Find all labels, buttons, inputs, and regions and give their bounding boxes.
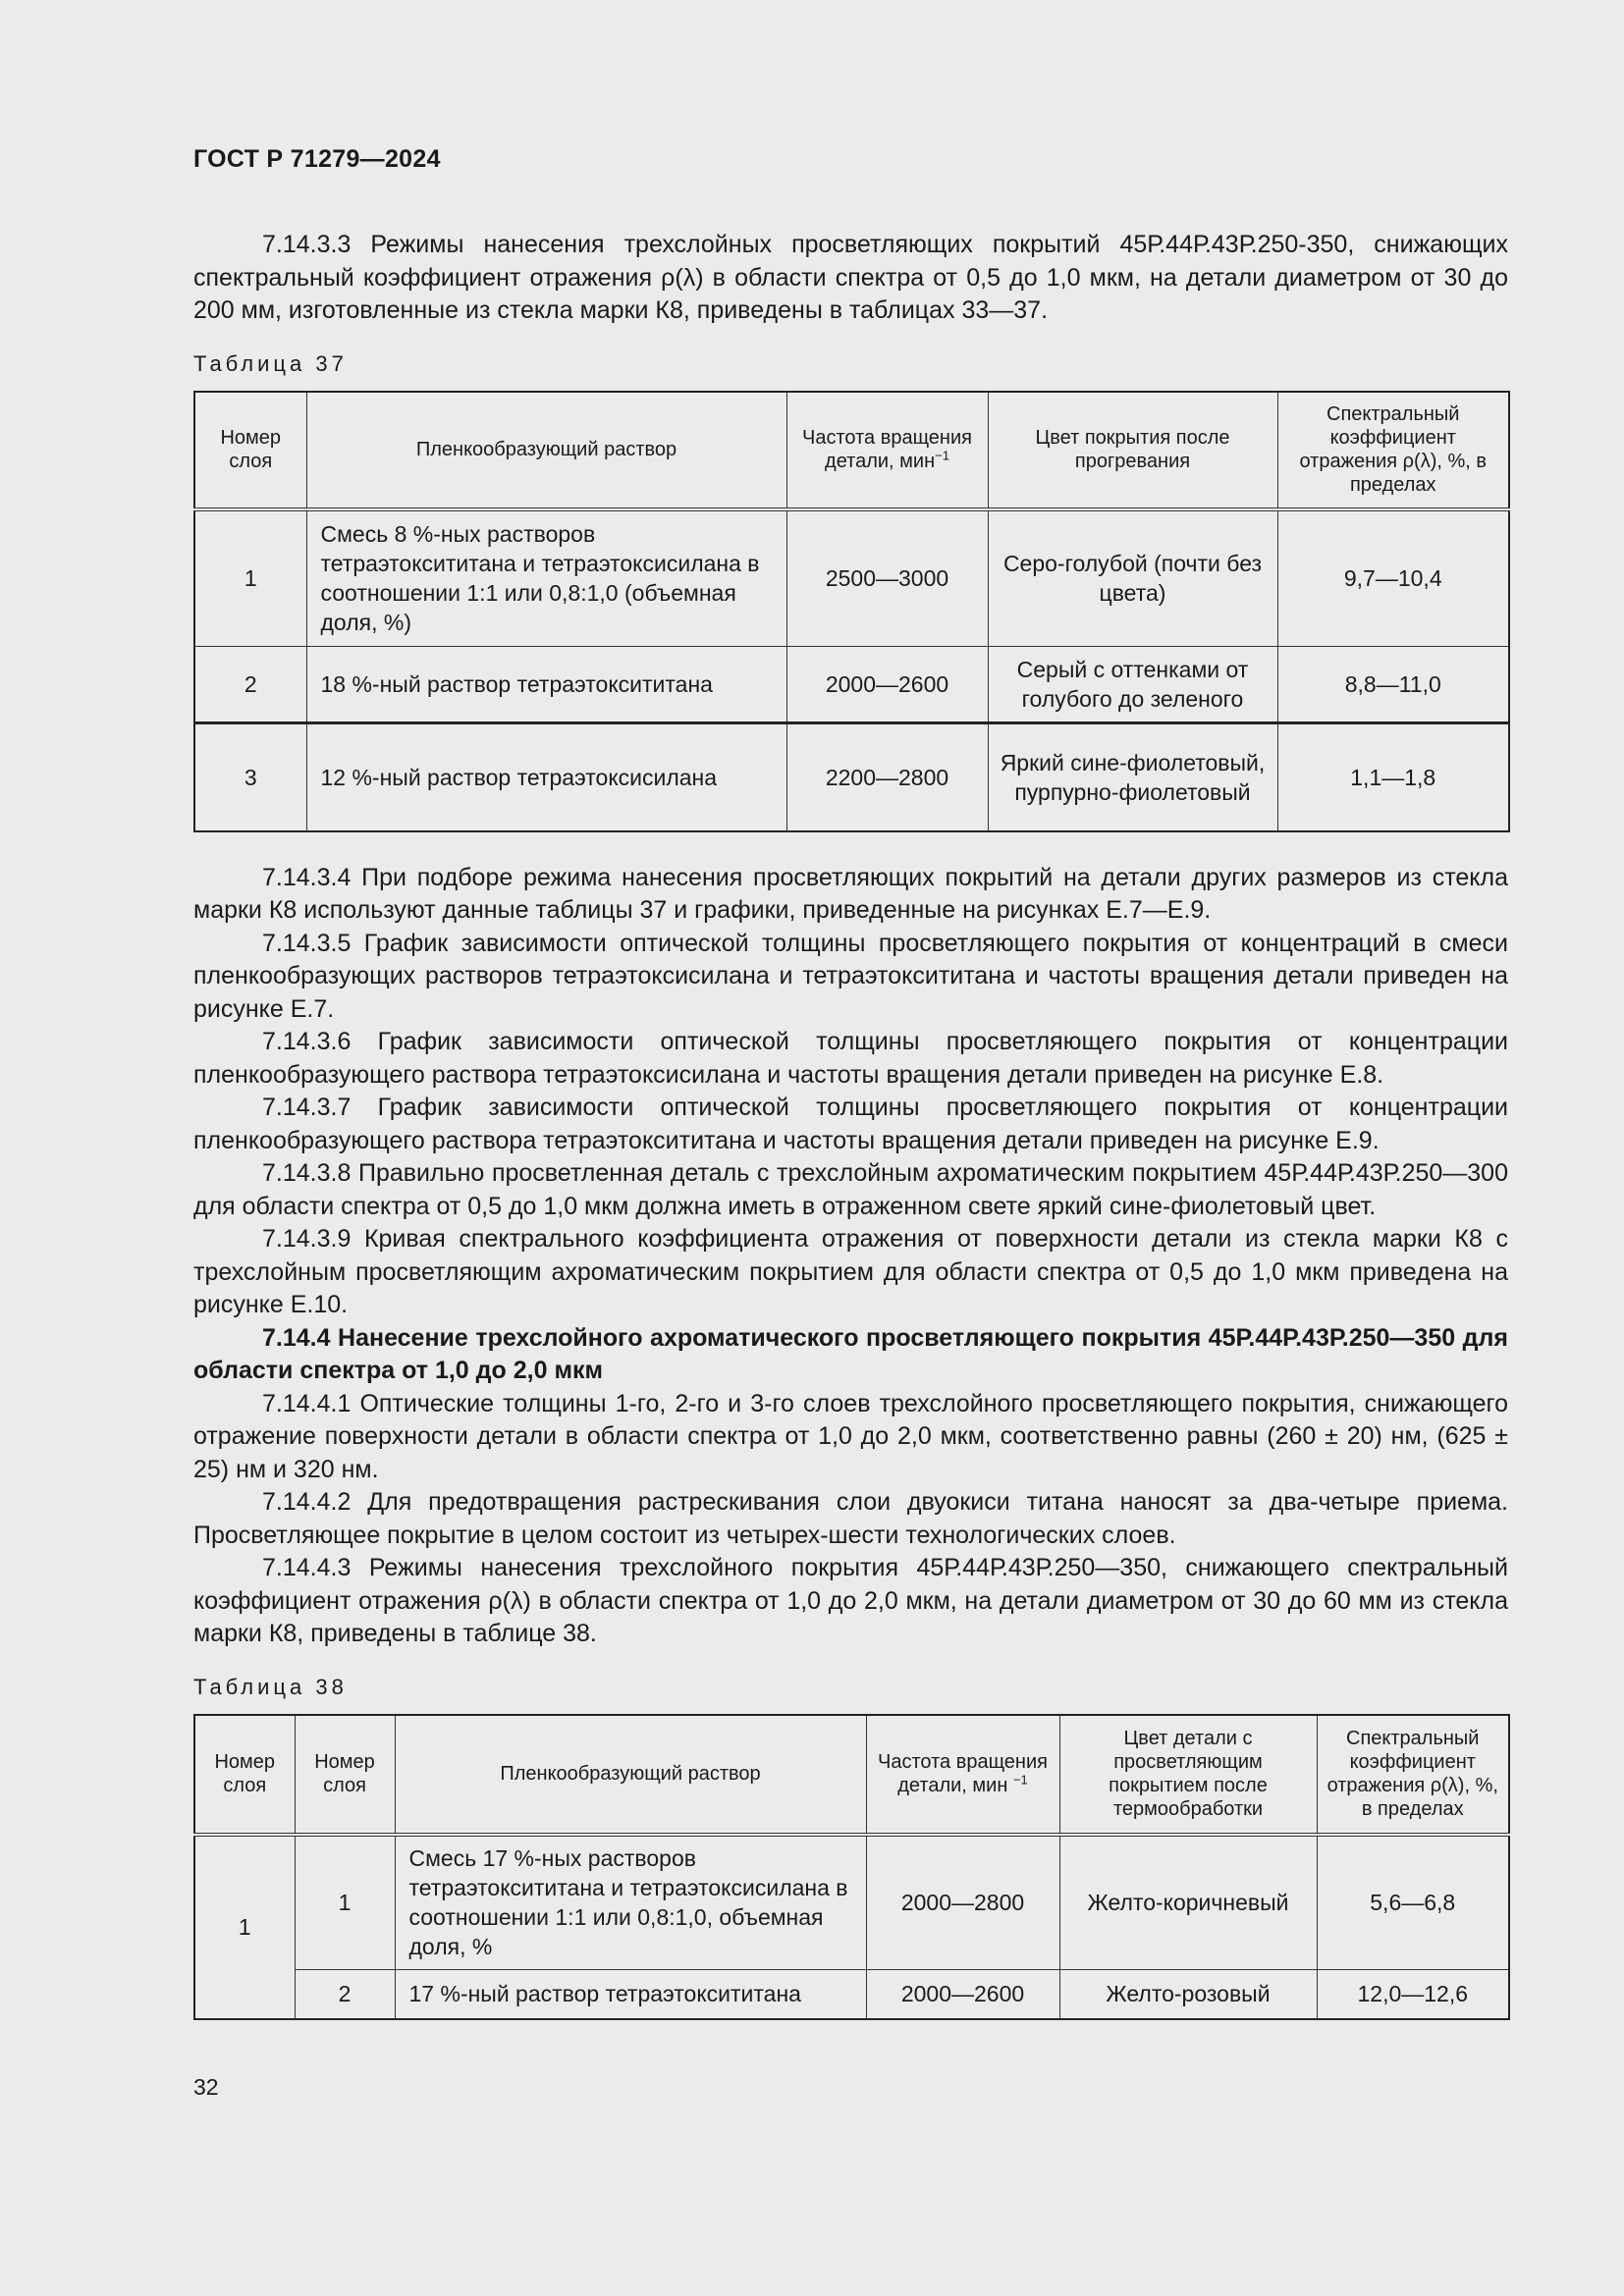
paragraph: 7.14.3.9 Кривая спектрального коэффициента отражения от поверхности детали из стекла марки К8 с трехслойным просветляющим ахроматическим покрытием для области спектра от 0,5 до 1,0 мкм приведена на рисунке Е.10.	[193, 1225, 1508, 1318]
cell-reflection-coefficient: 9,7—10,4	[1277, 509, 1509, 647]
table-38	[193, 1714, 1510, 2020]
table-37	[193, 391, 1510, 832]
table-header-row	[194, 1715, 1509, 1835]
section-heading: 7.14.4 Нанесение трехслойного ахроматического просветляющего покрытия 45Р.44Р.43Р.250—350 для области спектра от 1,0 до 2,0 мкм	[193, 1323, 1508, 1384]
page-number: 32	[193, 2074, 219, 2100]
cell-rotation-frequency: 2200—2800	[786, 723, 988, 831]
header-film-solution: Пленкообразующий раствор	[395, 1715, 866, 1835]
cell-layer-number: 3	[194, 723, 306, 831]
cell-film-solution: 18 %-ный раствор тетраэтоксититана	[306, 647, 786, 723]
paragraph: 7.14.4.1 Оптические толщины 1-го, 2-го и 3-го слоев трехслойного просветляющего покрытия, снижающего отражение поверхности детали в области спектра от 1,0 до 2,0 мкм, соответственно равны (260 ± 20) нм, (625 ± 25) нм и 320 нм.	[193, 1389, 1508, 1483]
table-row	[194, 647, 1509, 723]
table-row	[194, 1970, 1509, 2019]
header-coating-color: Цвет покрытия после прогревания	[988, 392, 1277, 509]
document-header: ГОСТ Р 71279—2024	[193, 145, 441, 173]
document-page	[193, 145, 1508, 2020]
cell-part-color: Желто-розовый	[1059, 1970, 1317, 2019]
cell-layer-number: 1	[194, 509, 306, 647]
header-film-solution: Пленкообразующий раствор	[306, 392, 786, 509]
table-row	[194, 509, 1509, 647]
cell-rotation-frequency: 2000—2800	[866, 1835, 1059, 1970]
cell-film-solution: Смесь 17 %-ных растворов тетраэтоксититана и тетраэтоксисилана в соотношении 1:1 или 0,8:1,0, объемная доля, %	[395, 1835, 866, 1970]
cell-coating-color: Серый с оттенками от голубого до зеленого	[988, 647, 1277, 723]
paragraph: 7.14.3.6 График зависимости оптической толщины просветляющего покрытия от концентрации пленкообразующего раствора тетраэтоксисилана и частоты вращения детали приведен на рисунке Е.8.	[193, 1028, 1508, 1089]
header-sublayer-number: Номер слоя	[295, 1715, 395, 1835]
paragraph: 7.14.3.8 Правильно просветленная деталь с трехслойным ахроматическим покрытием 45Р.44Р.43Р.250—300 для области спектра от 0,5 до 1,0 мкм должна иметь в отраженном свете яркий сине-фиолетовый цвет.	[193, 1159, 1508, 1220]
table-header-row	[194, 392, 1509, 509]
cell-reflection-coefficient: 1,1—1,8	[1277, 723, 1509, 831]
cell-rotation-frequency: 2000—2600	[786, 647, 988, 723]
paragraph: 7.14.4.3 Режимы нанесения трехслойного покрытия 45Р.44Р.43Р.250—350, снижающего спектральный коэффициент отражения ρ(λ) в области спектра от 1,0 до 2,0 мкм, на детали диаметром от 30 до 60 мм из стекла марки К8, приведены в таблице 38.	[193, 1554, 1508, 1647]
paragraph: 7.14.3.7 График зависимости оптической толщины просветляющего покрытия от концентрации пленкообразующего раствора тетраэтоксититана и частоты вращения детали приведен на рисунке Е.9.	[193, 1094, 1508, 1154]
paragraph: 7.14.4.2 Для предотвращения растрескивания слои двуокиси титана наносят за два-четыре приема. Просветляющее покрытие в целом состоит из четырех-шести технологических слоев.	[193, 1488, 1508, 1549]
table-37-caption: Таблица 37	[193, 350, 348, 376]
table-38-caption: Таблица 38	[193, 1674, 348, 1699]
cell-sublayer-number: 1	[295, 1835, 395, 1970]
header-reflection-coefficient: Спектральный коэффициент отражения ρ(λ), %, в пределах	[1317, 1715, 1509, 1835]
header-reflection-coefficient: Спектральный коэффициент отражения ρ(λ), %, в пределах	[1277, 392, 1509, 509]
header-rotation-frequency: Частота вращения детали, мин$^{-1}$	[786, 392, 988, 509]
cell-coating-color: Яркий сине-фиолетовый, пурпурно-фиолетовый	[988, 723, 1277, 831]
table-row	[194, 723, 1509, 831]
cell-layer-number: 1	[194, 1835, 295, 2019]
cell-film-solution: 12 %-ный раствор тетраэтоксисилана	[306, 723, 786, 831]
cell-sublayer-number: 2	[295, 1970, 395, 2019]
paragraph: 7.14.3.3 Режимы нанесения трехслойных просветляющих покрытий 45Р.44Р.43Р.250-350, снижающих спектральный коэффициент отражения ρ(λ) в области спектра от 0,5 до 1,0 мкм, на детали диаметром от 30 до 200 мм, изготовленные из стекла марки К8, приведены в таблицах 33—37.	[193, 231, 1508, 324]
cell-layer-number: 2	[194, 647, 306, 723]
cell-film-solution: 17 %-ный раствор тетраэтоксититана	[395, 1970, 866, 2019]
cell-rotation-frequency: 2000—2600	[866, 1970, 1059, 2019]
header-part-color: Цвет детали с просветляющим покрытием после термообработки	[1059, 1715, 1317, 1835]
cell-film-solution: Смесь 8 %-ных растворов тетраэтоксититана и тетраэтоксисилана в соотношении 1:1 или 0,8:1,0 (объемная доля, %)	[306, 509, 786, 647]
cell-reflection-coefficient: 8,8—11,0	[1277, 647, 1509, 723]
header-layer-number: Номер слоя	[194, 1715, 295, 1835]
cell-coating-color: Серо-голубой (почти без цвета)	[988, 509, 1277, 647]
paragraph: 7.14.3.5 График зависимости оптической толщины просветляющего покрытия от концентраций в смеси пленкообразующих растворов тетраэтоксисилана и тетраэтоксититана и частоты вращения детали приведен на рисунке Е.7.	[193, 929, 1508, 1023]
paragraph: 7.14.3.4 При подборе режима нанесения просветляющих покрытий на детали других размеров из стекла марки К8 используют данные таблицы 37 и графики, приведенные на рисунках Е.7—Е.9.	[193, 863, 1508, 924]
cell-part-color: Желто-коричневый	[1059, 1835, 1317, 1970]
cell-rotation-frequency: 2500—3000	[786, 509, 988, 647]
cell-reflection-coefficient: 12,0—12,6	[1317, 1970, 1509, 2019]
header-rotation-frequency: Частота вращения детали, мин $^{-1}$	[866, 1715, 1059, 1835]
table-row	[194, 1835, 1509, 1970]
header-layer-number: Номер слоя	[194, 392, 306, 509]
cell-reflection-coefficient: 5,6—6,8	[1317, 1835, 1509, 1970]
